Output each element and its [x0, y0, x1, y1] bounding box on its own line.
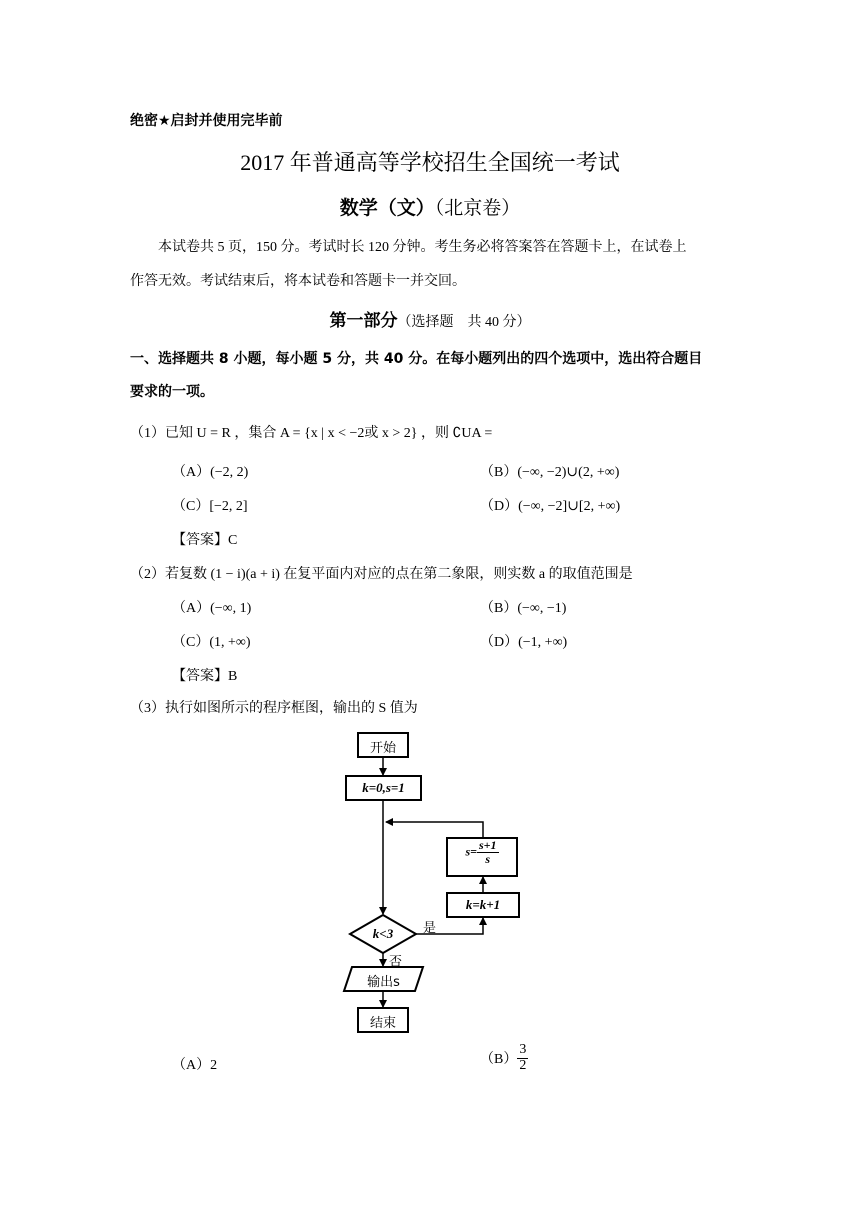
part-note: （选择题 共 40 分）	[397, 315, 531, 330]
flow-decision-label: k<3	[372, 926, 394, 941]
q1-option-d: （D）(−∞, −2]∪[2, +∞)	[480, 499, 621, 514]
flow-no-label: 否	[389, 955, 403, 970]
secret-label: 绝密★启封并使用完毕前	[130, 113, 283, 129]
flow-update-s-den: s	[485, 851, 491, 866]
q2-stem: （2）若复数 (1 − i)(a + i) 在复平面内对应的点在第二象限，则实数 a 的取值范围是	[130, 567, 633, 582]
q1-option-b: （B）(−∞, −2)∪(2, +∞)	[480, 465, 620, 480]
section-instruction-1: 一、选择题共 8 小题，每小题 5 分，共 40 分。在每小题列出的四个选项中，选出符合题目	[130, 351, 703, 367]
q3-option-b-num: 3	[519, 1042, 527, 1057]
flow-update-s-fraction	[477, 839, 499, 865]
part-title: 第一部分	[329, 311, 398, 331]
q1-option-a: （A）(−2, 2)	[172, 465, 249, 480]
intro-line-1: 本试卷共 5 页，150 分。考试时长 120 分钟。考生务必将答案答在答题卡上，在试卷上	[158, 240, 687, 255]
flow-arrow-loop-back	[386, 822, 483, 838]
q1-option-c: （C）[−2, 2]	[172, 499, 248, 514]
q2-option-d: （D）(−1, +∞)	[480, 635, 568, 650]
flow-init-label: k=0,s=1	[362, 780, 405, 795]
q2-answer: 【答案】B	[172, 669, 238, 684]
region-label: （北京卷）	[434, 198, 521, 219]
q3-option-b-label: （B）	[480, 1052, 518, 1068]
q2-option-a: （A）(−∞, 1)	[172, 601, 252, 616]
exam-title: 2017 年普通高等学校招生全国统一考试	[240, 150, 620, 175]
q2-option-b: （B）(−∞, −1)	[480, 601, 567, 616]
flow-yes-label: 是	[423, 921, 437, 936]
flow-update-s-lhs: s=	[465, 844, 477, 859]
flow-output-label: 输出s	[367, 975, 400, 990]
q2-option-c: （C）(1, +∞)	[172, 635, 251, 650]
flow-update-s-num: s+1	[479, 838, 497, 852]
q1-answer: 【答案】C	[172, 533, 238, 548]
q3-option-b-den: 2	[519, 1057, 527, 1073]
q3-option-a: （A）2	[172, 1058, 218, 1073]
subject-label: 数学（文）	[339, 197, 435, 219]
q3-option-b-fraction	[517, 1043, 528, 1073]
intro-line-2: 作答无效。考试结束后，将本试卷和答题卡一并交回。	[130, 274, 466, 289]
flow-update-k-label: k=k+1	[465, 897, 501, 912]
q1-stem: （1）已知 U = R ，集合 A = {x | x < −2或 x > 2} ，则 ∁UA =	[130, 426, 493, 441]
section-instruction-2: 要求的一项。	[130, 384, 214, 400]
flow-update-s-label	[447, 839, 517, 865]
flow-end-label: 结束	[369, 1016, 396, 1031]
flow-start-label: 开始	[369, 741, 396, 756]
q3-option-b	[480, 1043, 528, 1073]
q3-stem: （3）执行如图所示的程序框图，输出的 S 值为	[130, 701, 418, 716]
